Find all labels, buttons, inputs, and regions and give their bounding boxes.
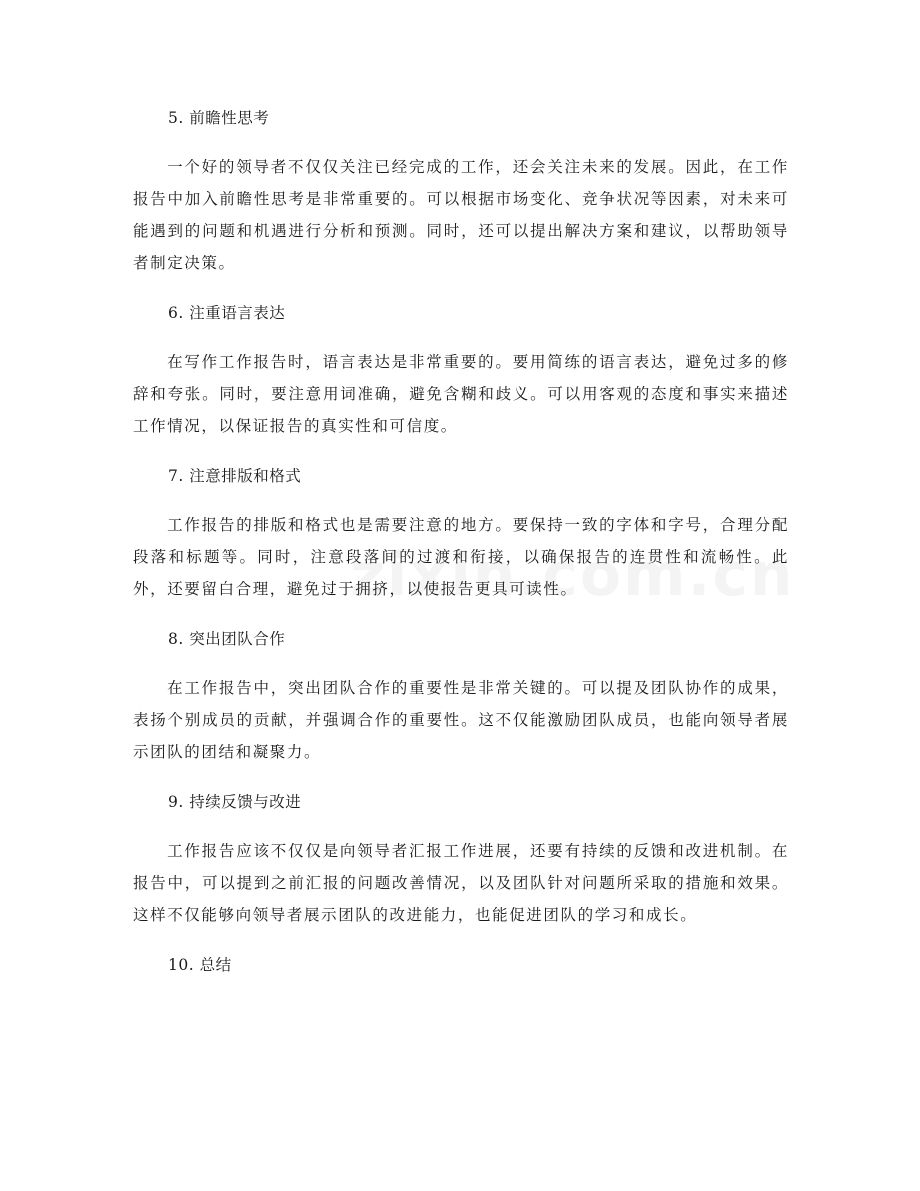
section-paragraph: 工作报告应该不仅仅是向领导者汇报工作进展，还要有持续的反馈和改进机制。在报告中，可以提到之前汇报的问题改善情况，以及团队针对问题所采取的措施和效果。这样不仅能够向领导者展示团队的改进能力，也能促进团队的学习和成长。 <box>133 842 789 924</box>
section-paragraph: 一个好的领导者不仅仅关注已经完成的工作，还会关注未来的发展。因此，在工作报告中加入前瞻性思考是非常重要的。可以根据市场变化、竞争状况等因素，对未来可能遇到的问题和机遇进行分析和预测。同时，还可以提出解决方案和建议，以帮助领导者制定决策。 <box>133 158 789 272</box>
section-heading: 9. 持续反馈与改进 <box>168 793 302 811</box>
section-10 <box>133 950 789 980</box>
section-paragraph: 在工作报告中，突出团队合作的重要性是非常关键的。可以提及团队协作的成果，表扬个别成员的贡献，并强调合作的重要性。这不仅能激励团队成员，也能向领导者展示团队的团结和凝聚力。 <box>133 679 789 761</box>
document-content <box>133 103 789 998</box>
section-heading: 6. 注重语言表达 <box>168 304 286 322</box>
section-6 <box>133 298 789 442</box>
section-heading: 7. 注意排版和格式 <box>168 467 302 485</box>
section-paragraph: 工作报告的排版和格式也是需要注意的地方。要保持一致的字体和字号，合理分配段落和标题等。同时，注意段落间的过渡和衔接，以确保报告的连贯性和流畅性。此外，还要留白合理，避免过于拥挤，以使报告更具可读性。 <box>133 516 789 598</box>
section-5 <box>133 103 789 279</box>
section-7 <box>133 461 789 605</box>
section-paragraph: 在写作工作报告时，语言表达是非常重要的。要用简练的语言表达，避免过多的修辞和夸张。同时，要注意用词准确，避免含糊和歧义。可以用客观的态度和事实来描述工作情况，以保证报告的真实性和可信度。 <box>133 353 789 435</box>
section-heading: 5. 前瞻性思考 <box>168 109 270 127</box>
section-9 <box>133 787 789 931</box>
section-heading: 10. 总结 <box>168 956 232 974</box>
section-heading: 8. 突出团队合作 <box>168 630 286 648</box>
section-8 <box>133 624 789 768</box>
